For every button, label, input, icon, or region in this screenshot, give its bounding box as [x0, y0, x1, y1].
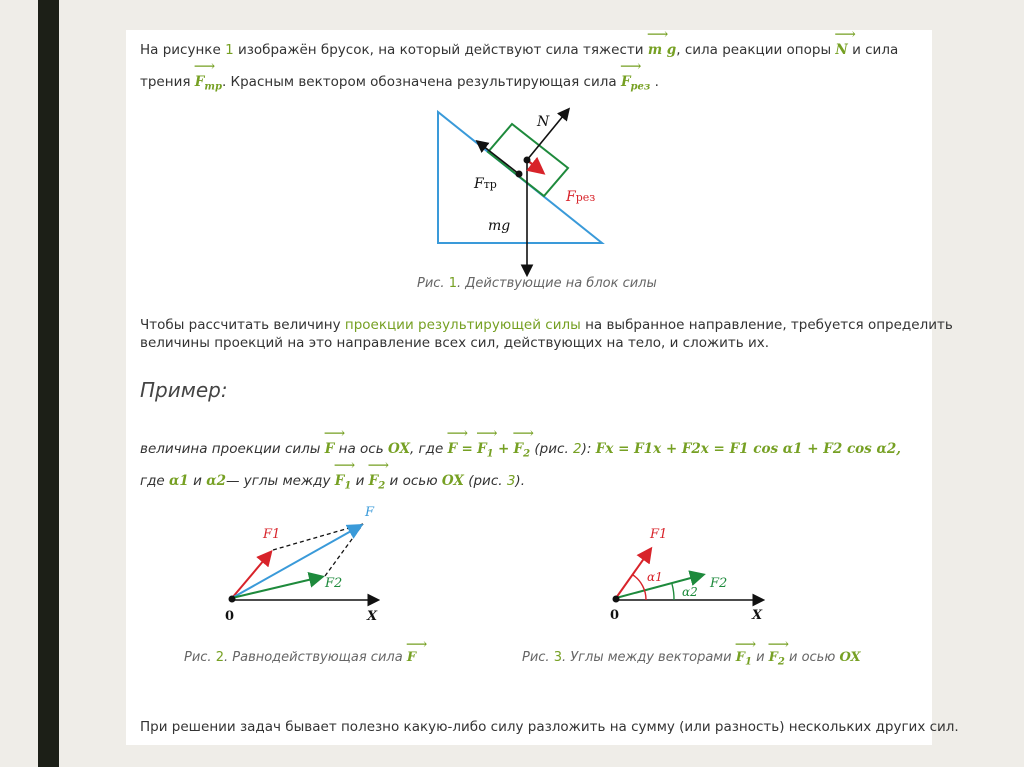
center-dot — [524, 157, 531, 164]
intro-text: . — [654, 74, 659, 90]
ftr-arrow — [478, 142, 519, 174]
dashed-f1-to-f — [273, 524, 363, 550]
ftr-vector: ⟶ $F_{тр}$ — [195, 72, 222, 98]
label-ftr: Fтр — [474, 176, 497, 192]
dashed-f2-to-f — [325, 524, 363, 576]
para2-line-1: Чтобы рассчитать величину проекции результирующей силы на выбранное направление, требуется определить — [140, 317, 953, 333]
example-line-2: где α1 и α2— углы между ⟶ $F_1$ и ⟶ $F_2$ и осью OX (рис. 3). — [140, 471, 525, 497]
label-mg: mg — [488, 218, 511, 234]
figure-2-caption: Рис. 2. Равнодействующая сила ⟶ F — [184, 650, 416, 665]
label-frez: Fрез — [566, 189, 596, 205]
intro-line-2 — [140, 72, 659, 98]
contact-dot — [516, 171, 523, 178]
label-n: N — [537, 114, 550, 130]
label-origin: 0 — [225, 609, 235, 624]
example-line-1: величина проекции силы ⟶ F на ось OX, где ⟶ F = ⟶ $F_1$ + ⟶ $F_2$ (рис. 2): Fx = F1x + F2x = F1 cos α1 + F2 cos α2, — [140, 439, 901, 465]
origin-dot — [613, 596, 620, 603]
intro-text: изображён брусок, на который действуют сила тяжести — [237, 42, 644, 58]
n-vector: ⟶ N — [835, 40, 847, 60]
intro-text: . Красным вектором обозначена результирующая сила — [221, 74, 617, 90]
mg-vector: ⟶ m g — [648, 40, 676, 60]
figure-2-resultant — [215, 500, 395, 625]
intro-line-1 — [140, 40, 898, 60]
label-f1: F1 — [650, 527, 668, 542]
alpha1-arc — [633, 575, 646, 600]
intro-text: трения — [140, 74, 191, 90]
closing-text: При решении задач бывает полезно какую-либо силу разложить на сумму (или разность) нескольких других сил. — [140, 719, 959, 735]
label-a1: α1 — [647, 570, 663, 584]
label-f: F — [365, 505, 375, 520]
origin-dot — [229, 596, 236, 603]
alpha2-arc — [672, 584, 674, 600]
intro-text: и сила — [852, 42, 899, 58]
frez-vector: ⟶ $F_{рез}$ — [621, 72, 650, 98]
projection-link[interactable]: проекции результирующей силы — [344, 317, 581, 333]
figure-1-incline — [420, 100, 640, 280]
label-x: X — [752, 608, 763, 623]
label-f2: F2 — [710, 576, 728, 591]
figure-3-angles — [602, 505, 782, 625]
example-heading: Пример: — [140, 378, 228, 402]
label-origin: 0 — [610, 608, 620, 623]
figure-ref-1: 1 — [225, 42, 234, 58]
figure-1-caption: Рис. 1. Действующие на блок силы — [417, 276, 657, 291]
label-f2: F2 — [325, 576, 343, 591]
para2-line-2: величины проекций на это направление всех сил, действующих на тело, и сложить их. — [140, 335, 770, 351]
label-a2: α2 — [682, 585, 698, 599]
label-f1: F1 — [263, 527, 281, 542]
intro-text: На рисунке — [140, 42, 221, 58]
f2-arrow — [232, 577, 321, 598]
figure-3-caption: Рис. 3. Углы между векторами ⟶ $F_1$ и ⟶ $F_2$ и осью OX — [522, 650, 861, 668]
label-x: X — [367, 609, 378, 624]
intro-text: , сила реакции опоры — [676, 42, 832, 58]
projection-formula: Fx = F1x + F2x = F1 cos α1 + F2 cos α2, — [595, 441, 901, 457]
left-dark-bar — [38, 0, 59, 767]
